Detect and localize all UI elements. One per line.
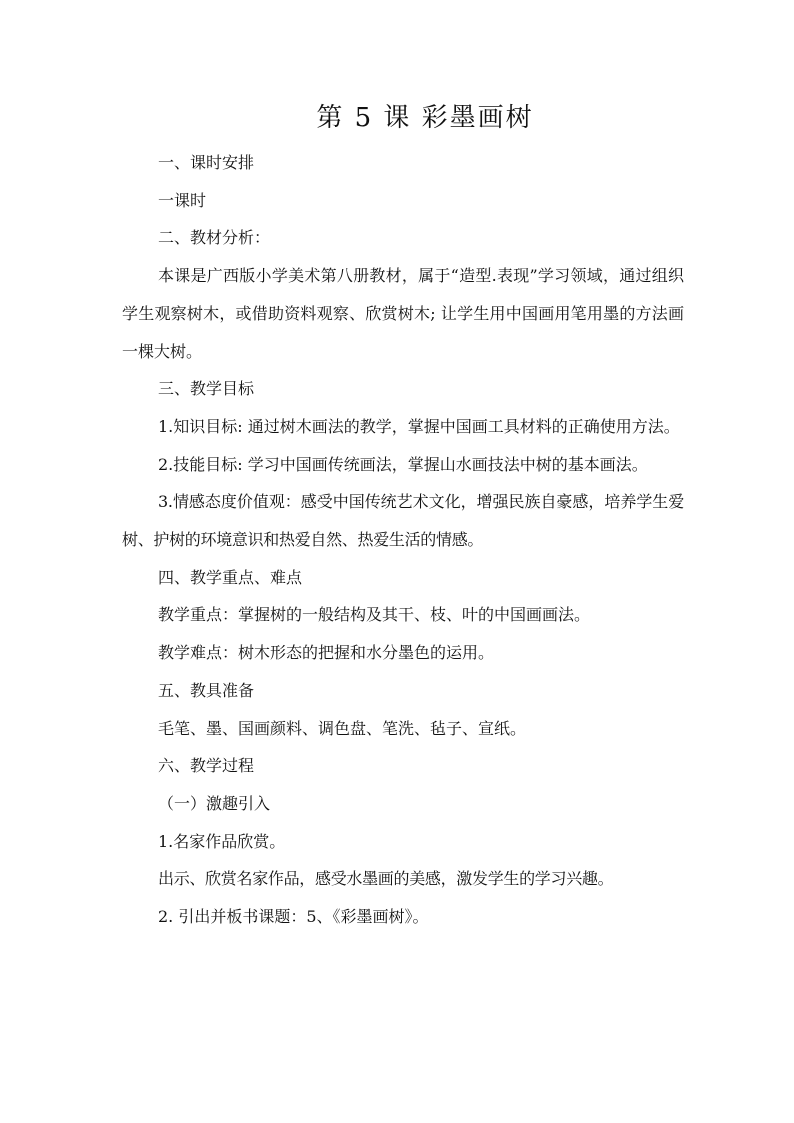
paragraph-schedule: 一课时 [158,190,207,210]
paragraph-step-2: 2. 引出并板书课题：5、《彩墨画树》。 [158,907,429,927]
subheading-intro: （一）激趣引入 [158,793,271,813]
paragraph-emotion-goal: 3.情感态度价值观：感受中国传统艺术文化，增强民族自豪感，培养学生爱树、护树的环境意识和热爱自然、热爱生活的情感。 [122,492,684,550]
paragraph-step-1-detail: 出示、欣赏名家作品，感受水墨画的美感，激发学生的学习兴趣。 [158,869,614,889]
paragraph-knowledge-goal: 1.知识目标: 通过树木画法的教学，掌握中国画工具材料的正确使用方法。 [158,416,680,436]
paragraph-material-analysis: 本课是广西版小学美术第八册教材，属于“造型.表现”学习领域，通过组织学生观察树木，或借助资料观察、欣赏树木; 让学生用中国画用笔用墨的方法画一棵大树。 [122,266,684,361]
heading-teaching-aids: 五、教具准备 [158,680,255,700]
heading-material-analysis: 二、教材分析： [158,228,271,248]
heading-teaching-goals: 三、教学目标 [158,379,255,399]
heading-schedule: 一、课时安排 [158,153,255,172]
paragraph-difficulty: 教学难点：树木形态的把握和水分墨色的运用。 [158,643,495,663]
paragraph-skill-goal: 2.技能目标: 学习中国画传统画法，掌握山水画技法中树的基本画法。 [158,454,648,474]
document-body [122,144,684,936]
paragraph-step-1: 1.名家作品欣赏。 [158,831,286,851]
heading-key-points: 四、教学重点、难点 [158,567,303,587]
heading-teaching-process: 六、教学过程 [158,756,255,776]
paragraph-key-point: 教学重点：掌握树的一般结构及其干、枝、叶的中国画画法。 [158,605,591,625]
paragraph-teaching-aids: 毛笔、墨、国画颜料、调色盘、笔洗、毡子、宣纸。 [158,718,527,738]
page-title: 第 5 课 彩墨画树 [316,103,534,133]
